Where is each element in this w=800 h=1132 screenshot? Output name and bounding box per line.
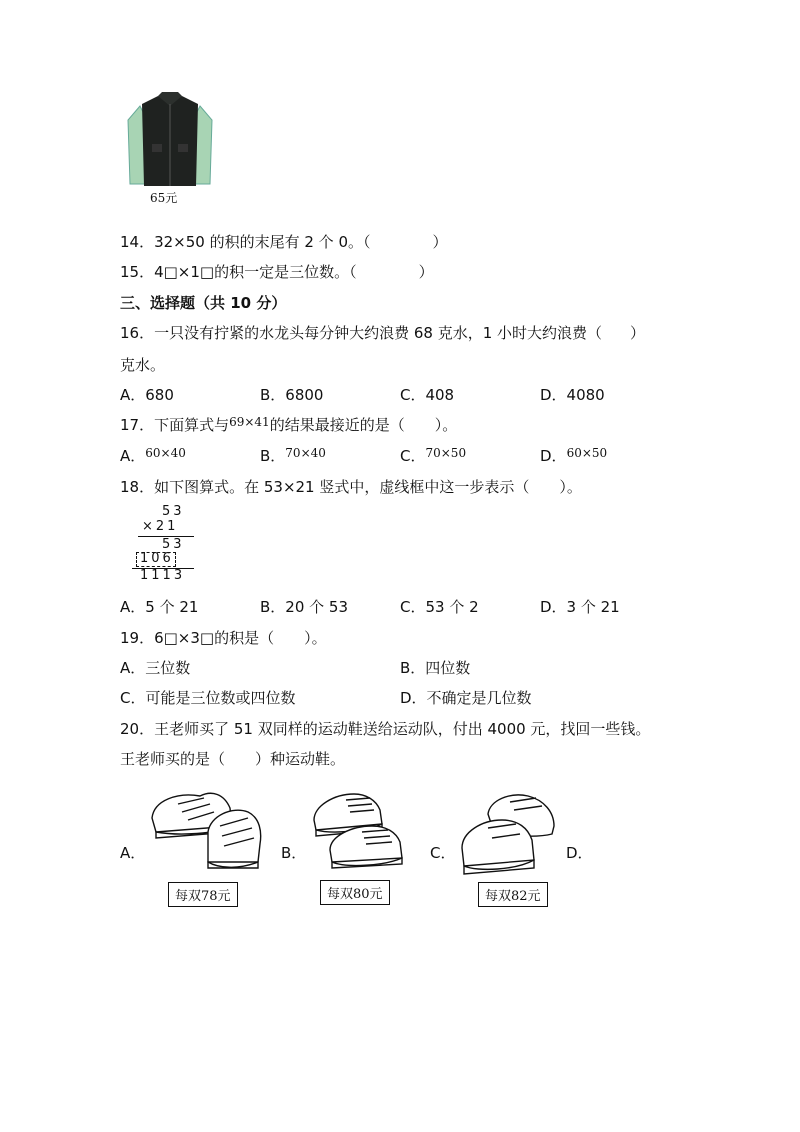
vmul-product: 1113 [140, 568, 186, 583]
q19-option-d[interactable]: D．不确定是几位数 [400, 689, 532, 707]
q18-option-c[interactable]: C．53 个 2 [400, 598, 479, 616]
question-19 [120, 628, 327, 648]
question-16-close: ） [630, 324, 646, 342]
shoe-c-image [458, 788, 558, 882]
q20-option-c[interactable]: C． [430, 844, 456, 862]
question-15 [120, 262, 434, 282]
question-19-close: ）。 [304, 629, 327, 647]
question-18-text: 18．如下图算式。在 53×21 竖式中，虚线框中这一步表示（ [120, 478, 530, 496]
q20-option-d[interactable]: D． [566, 844, 593, 862]
q17-option-c-expr: 70×50 [425, 446, 467, 460]
question-18-close: ）。 [559, 478, 582, 496]
shoe-a-image [148, 782, 266, 878]
question-20-pre: 王老师买的是（ [120, 750, 226, 768]
vmul-multiplicand: 53 [162, 504, 185, 519]
jacket-price-label: 65元 [150, 191, 178, 205]
shoe-b-price: 每双80元 [320, 880, 390, 905]
q17-option-d-letter: D． [540, 447, 567, 465]
question-14 [120, 232, 448, 252]
q17-option-a-letter: A． [120, 447, 146, 465]
question-17-expr: 69×41 [229, 415, 270, 429]
q17-option-d[interactable] [540, 446, 607, 467]
question-15-text: 15．4□×1□的积一定是三位数。（ [120, 263, 357, 281]
q18-option-d[interactable]: D．3 个 21 [540, 598, 620, 616]
q20-option-a[interactable]: A． [120, 844, 146, 862]
shoe-c-price: 每双82元 [478, 882, 548, 907]
q18-option-a[interactable]: A．5 个 21 [120, 598, 199, 616]
question-17 [120, 415, 457, 436]
question-15-close: ） [418, 263, 434, 281]
q16-option-d[interactable]: D．4080 [540, 386, 605, 404]
q17-option-d-expr: 60×50 [566, 446, 608, 460]
vmul-partial-1: 53 [162, 537, 185, 552]
q16-option-b[interactable]: B．6800 [260, 386, 324, 404]
question-18 [120, 477, 582, 497]
q17-option-a-expr: 60×40 [145, 446, 186, 460]
question-20-post: ）种运动鞋。 [255, 750, 346, 768]
q16-option-a[interactable]: A．680 [120, 386, 174, 404]
shoe-a-price: 每双78元 [168, 882, 238, 907]
q17-option-b-letter: B． [260, 447, 286, 465]
q17-option-c-letter: C． [400, 447, 426, 465]
question-20-line1: 20．王老师买了 51 双同样的运动鞋送给运动队，付出 4000 元，找回一些钱。 [120, 720, 651, 738]
question-19-text: 19．6□×3□的积是（ [120, 629, 275, 647]
q18-option-b[interactable]: B．20 个 53 [260, 598, 349, 616]
question-17-pre: 17．下面算式与 [120, 416, 230, 434]
section-3-heading: 三、选择题（共 10 分） [120, 294, 287, 312]
question-14-close: ） [432, 233, 448, 251]
question-16-line1 [120, 323, 645, 343]
question-14-text: 14．32×50 的积的末尾有 2 个 0。（ [120, 233, 371, 251]
jacket-image [126, 92, 214, 188]
vmul-partial-2: 106 [140, 551, 174, 566]
question-16-text: 16．一只没有拧紧的水龙头每分钟大约浪费 68 克水，1 小时大约浪费（ [120, 324, 603, 342]
question-17-close: ）。 [434, 416, 458, 434]
question-20-line2 [120, 749, 345, 769]
q17-option-c[interactable] [400, 446, 466, 467]
vertical-multiplication [128, 504, 198, 582]
vmul-multiplier: ×21 [142, 519, 179, 534]
q19-option-b[interactable]: B．四位数 [400, 659, 471, 677]
shoe-b-image [310, 786, 410, 880]
q20-option-b[interactable]: B． [281, 844, 307, 862]
q17-option-b[interactable] [260, 446, 326, 467]
q19-option-a[interactable]: A．三位数 [120, 659, 191, 677]
question-17-post: 的结果最接近的是（ [269, 416, 405, 434]
question-16-line2: 克水。 [120, 356, 166, 374]
q19-option-c[interactable]: C．可能是三位数或四位数 [120, 689, 296, 707]
q16-option-c[interactable]: C．408 [400, 386, 455, 404]
q17-option-a[interactable] [120, 446, 186, 467]
q17-option-b-expr: 70×40 [285, 446, 326, 460]
